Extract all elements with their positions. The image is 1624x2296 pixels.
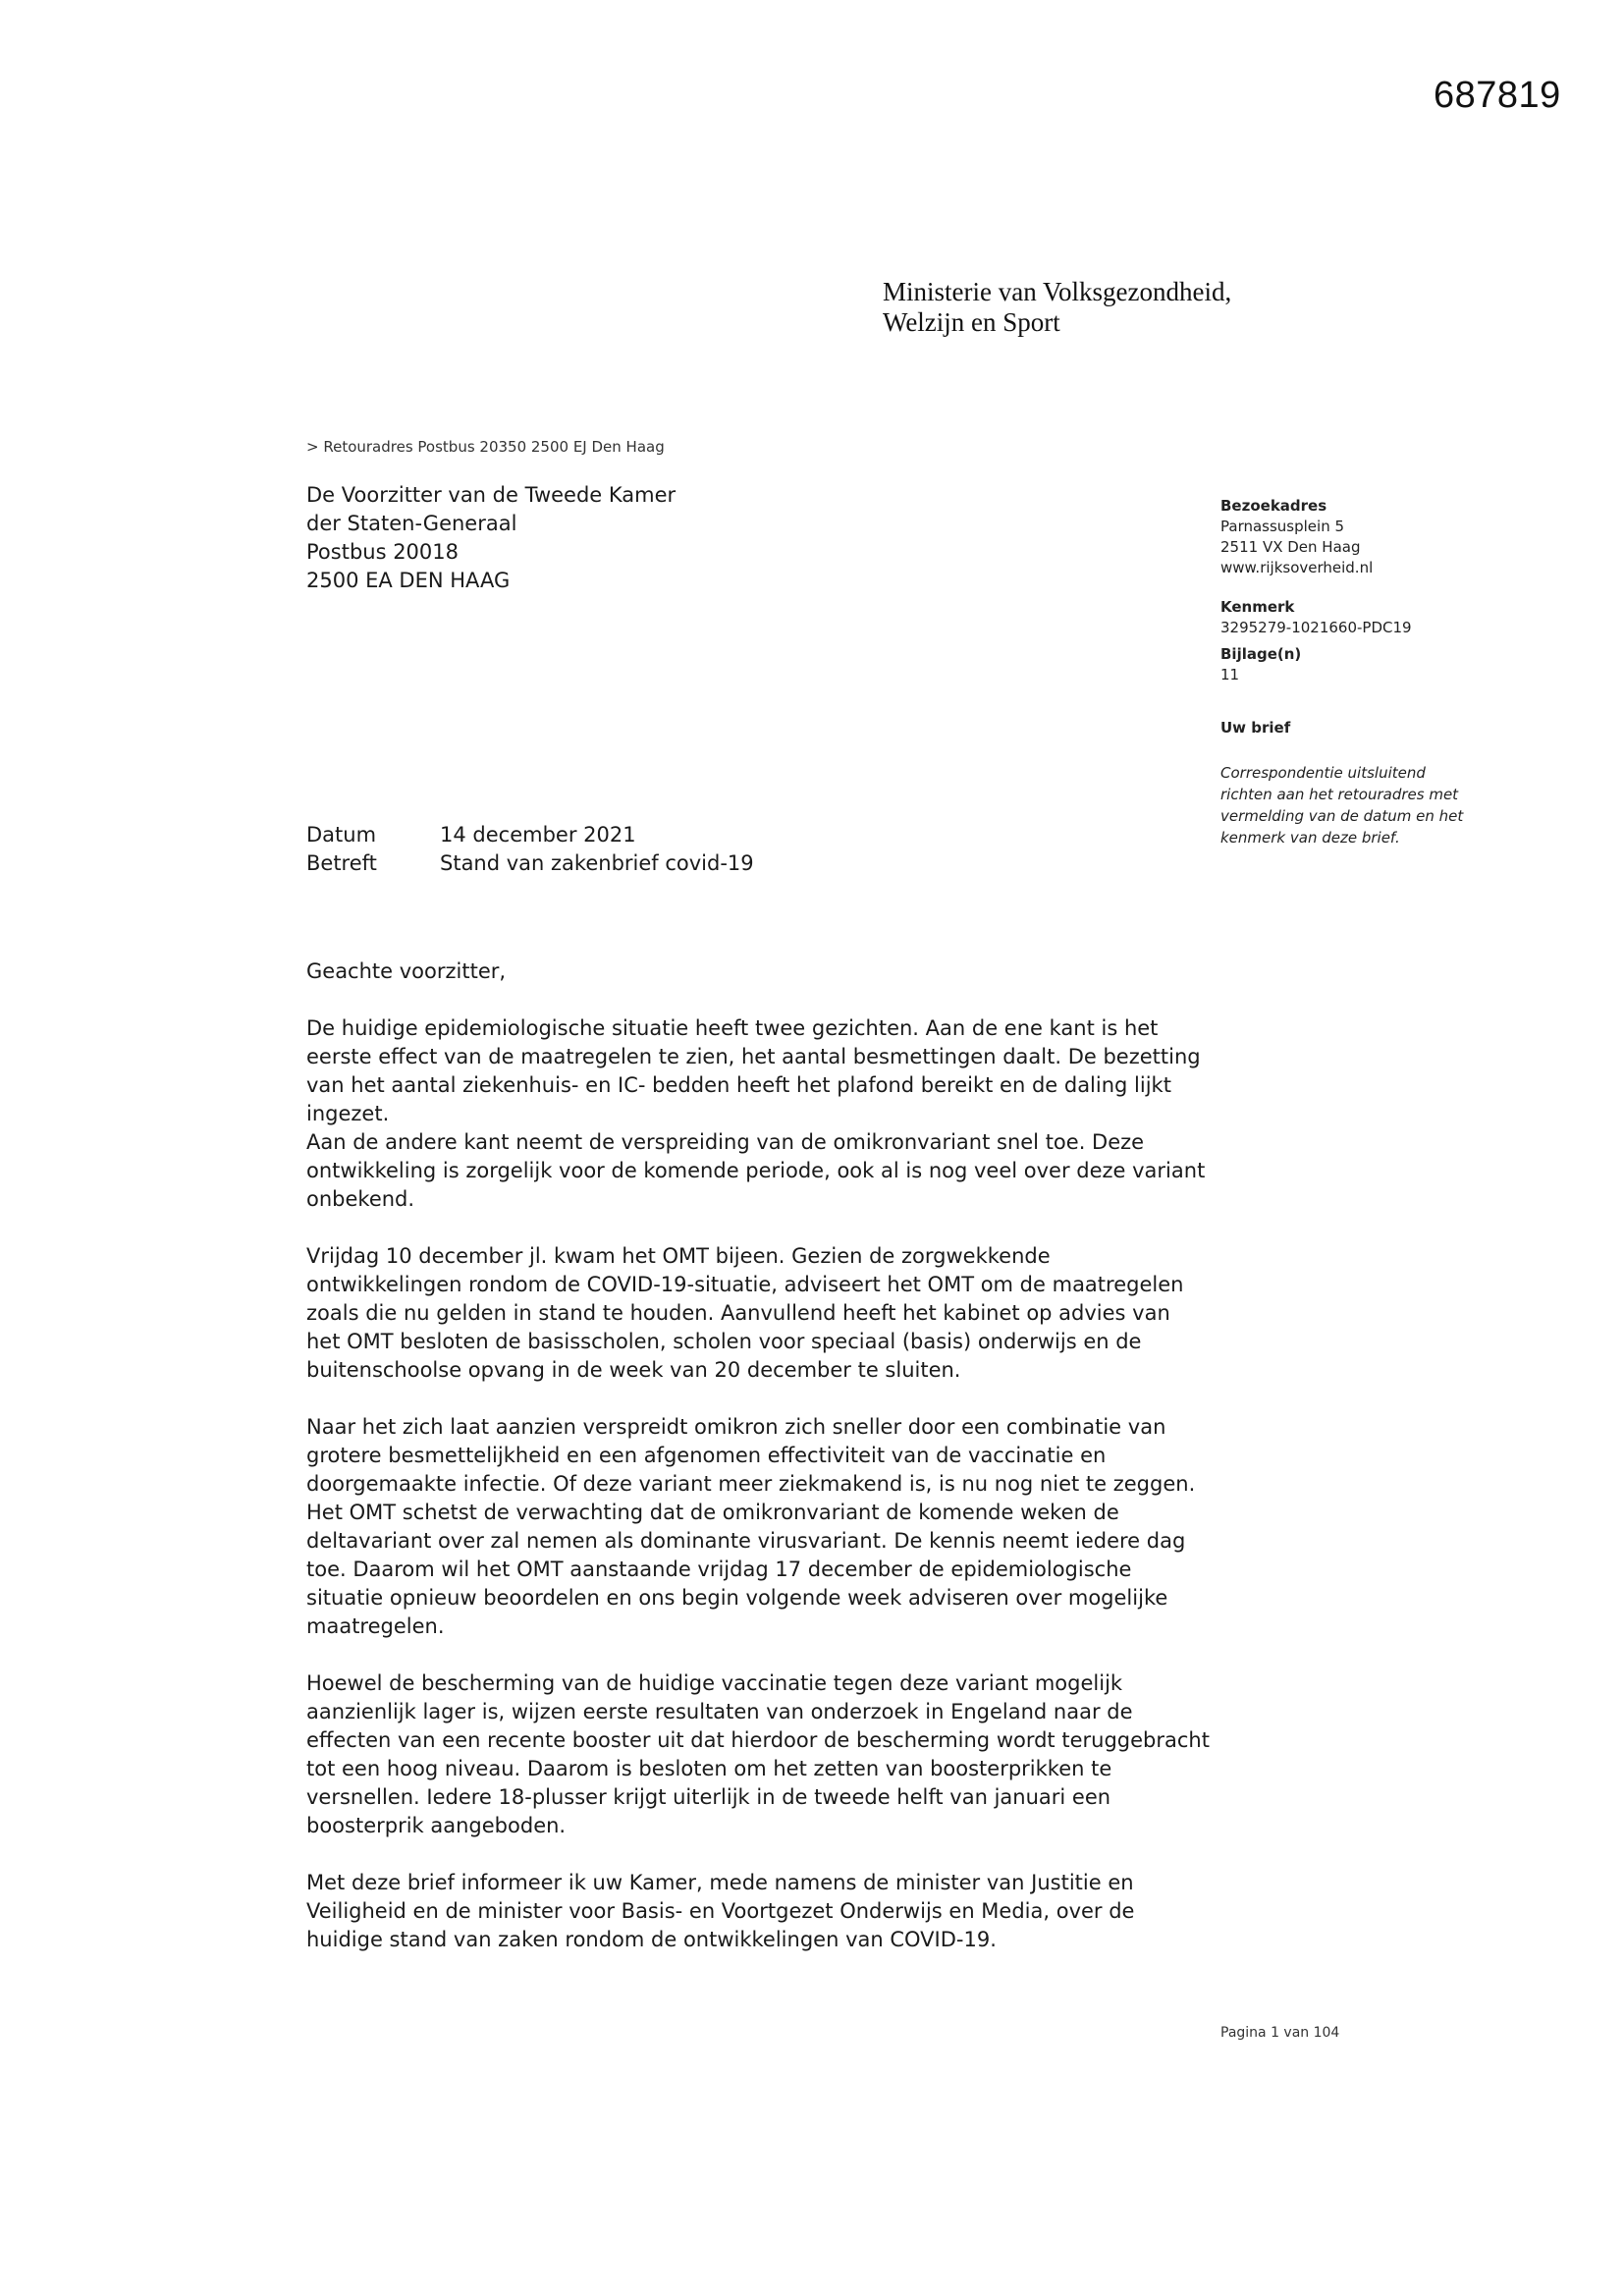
visit-address-block xyxy=(1220,496,1476,578)
ministry-line-2: Welzijn en Sport xyxy=(883,307,1060,337)
visit-address-line-1: Parnassusplein 5 xyxy=(1220,518,1345,535)
paragraph-4: Hoewel de bescherming van de huidige vaccinatie tegen deze variant mogelijk aanzienlijk lager is, wijzen eerste resultaten van onderzoek in Engeland naar de effecten van een recente booster uit dat hierdoor de bescherming wordt teruggebracht tot een hoog niveau. Daarom is besloten om het zetten van boosterprikken te versnellen. Iedere 18-plusser krijgt uiterlijk in de tweede helft van januari een boosterprik aangeboden. xyxy=(306,1671,1210,1837)
letter-meta xyxy=(306,821,754,878)
attachments-value: 11 xyxy=(1220,666,1240,683)
recipient-address xyxy=(306,481,676,595)
visit-address-website: www.rijksoverheid.nl xyxy=(1220,559,1374,576)
paragraph-2: Vrijdag 10 december jl. kwam het OMT bijeen. Gezien de zorgwekkende ontwikkelingen rondom de COVID-19-situatie, adviseert het OMT om de maatregelen zoals die nu gelden in stand te houden. Aanvullend heeft het kabinet op advies van het OMT besloten de basisscholen, scholen voor speciaal (basis) onderwijs en de buitenschoolse opvang in de week van 20 december te sluiten. xyxy=(306,1244,1184,1382)
recipient-line-3: Postbus 20018 xyxy=(306,540,459,564)
attachments-label: Bijlage(n) xyxy=(1220,645,1302,663)
salutation: Geachte voorzitter, xyxy=(306,959,507,983)
reference-block xyxy=(1220,597,1476,638)
visit-address-label: Bezoekadres xyxy=(1220,497,1327,515)
reference-label: Kenmerk xyxy=(1220,598,1295,616)
page-number: Pagina 1 van 104 xyxy=(1220,2025,1340,2041)
sidebar-info xyxy=(1220,496,1476,848)
paragraph-5: Met deze brief informeer ik uw Kamer, mede namens de minister van Justitie en Veiligheid en de minister voor Basis- en Voortgezet Onderwijs en Media, over de huidige stand van zaken rondom de ontwikkelingen van COVID-19. xyxy=(306,1871,1135,1951)
date-label: Datum xyxy=(306,823,377,847)
subject-row xyxy=(306,849,754,878)
ministry-logo-text xyxy=(883,277,1231,338)
date-value: 14 december 2021 xyxy=(440,823,636,847)
attachments-block xyxy=(1220,644,1476,685)
paragraph-1: De huidige epidemiologische situatie heeft twee gezichten. Aan de ene kant is het eerste effect van de maatregelen te zien, het aantal besmettingen daalt. De bezetting van het aantal ziekenhuis- en IC- bedden heeft het plafond bereikt en de daling lijkt ingezet. xyxy=(306,1016,1201,1125)
subject-value: Stand van zakenbrief covid-19 xyxy=(440,851,754,875)
recipient-line-1: De Voorzitter van de Tweede Kamer xyxy=(306,483,677,507)
paragraph-3: Naar het zich laat aanzien verspreidt omikron zich sneller door een combinatie van grotere besmettelijkheid en een afgenomen effectiviteit van de vaccinatie en doorgemaakte infectie. Of deze variant meer ziekmakend is, is nu nog niet te zeggen. Het OMT schetst de verwachting dat de omikronvariant de komende weken de deltavariant over zal nemen als dominante virusvariant. De kennis neemt iedere dag toe. Daarom wil het OMT aanstaande vrijdag 17 december de epidemiologische situatie opnieuw beoordelen en ons begin volgende week adviseren over mogelijke maatregelen. xyxy=(306,1415,1196,1638)
correspondence-note: Correspondentie uitsluitend richten aan het retouradres met vermelding van de datum en het kenmerk van deze brief. xyxy=(1220,764,1464,847)
date-row xyxy=(306,821,754,849)
document-number: 687819 xyxy=(1434,75,1561,116)
return-address: > Retouradres Postbus 20350 2500 EJ Den Haag xyxy=(306,438,665,456)
reference-value: 3295279-1021660-PDC19 xyxy=(1220,619,1412,636)
ministry-line-1: Ministerie van Volksgezondheid, xyxy=(883,277,1232,306)
your-letter-block xyxy=(1220,718,1476,738)
letter-body xyxy=(306,957,1210,1983)
visit-address-line-2: 2511 VX Den Haag xyxy=(1220,538,1361,556)
recipient-line-4: 2500 EA DEN HAAG xyxy=(306,569,511,592)
your-letter-label: Uw brief xyxy=(1220,719,1291,737)
subject-label: Betreft xyxy=(306,851,377,875)
recipient-line-2: der Staten-Generaal xyxy=(306,512,517,535)
paragraph-1b: Aan de andere kant neemt de verspreiding van de omikronvariant snel toe. Deze ontwikkeling is zorgelijk voor de komende periode, ook al is nog veel over deze variant onbekend. xyxy=(306,1130,1206,1211)
